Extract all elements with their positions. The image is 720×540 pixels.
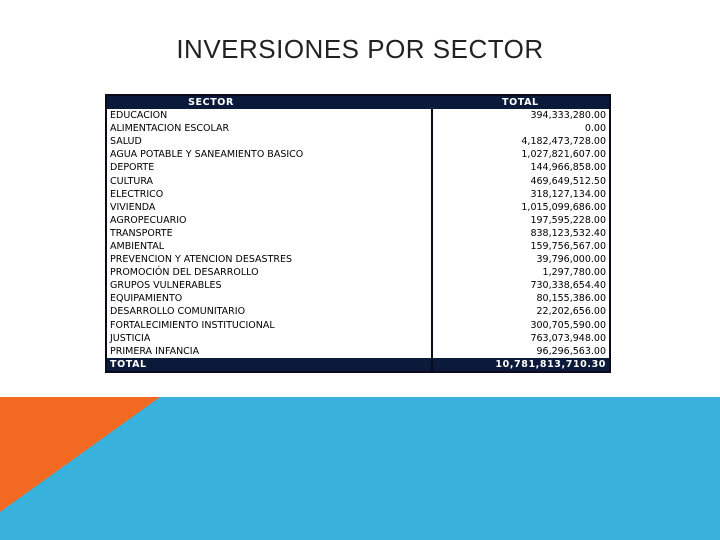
sector-total: 300,705,590.00 — [530, 319, 606, 331]
sector-total: 144,966,858.00 — [530, 162, 606, 174]
sector-total: 763,073,948.00 — [530, 332, 606, 344]
sector-name: FORTALECIMIENTO INSTITUCIONAL — [107, 319, 432, 332]
sector-name: DEPORTE — [107, 161, 432, 174]
sector-total: 159,756,567.00 — [530, 240, 606, 252]
sector-name: PRIMERA INFANCIA — [107, 345, 432, 358]
sector-name: JUSTICIA — [107, 332, 432, 345]
sector-total: 838,123,532.40 — [530, 227, 606, 239]
header-sector: SECTOR — [107, 96, 432, 109]
sector-name: SALUD — [107, 135, 432, 148]
sector-total: 394,333,280.00 — [530, 110, 606, 122]
sector-total: 4,182,473,728.00 — [521, 136, 606, 148]
sector-name: CULTURA — [107, 174, 432, 187]
sector-name: PREVENCION Y ATENCION DESASTRES — [107, 253, 432, 266]
sector-name: AMBIENTAL — [107, 240, 432, 253]
sector-name: EDUCACION — [107, 109, 432, 122]
header-total: TOTAL — [432, 96, 609, 109]
sector-name: EQUIPAMIENTO — [107, 292, 432, 305]
sector-total: 197,595,228.00 — [530, 214, 606, 226]
sector-total: 730,338,654.40 — [530, 280, 606, 292]
sector-name: ALIMENTACION ESCOLAR — [107, 122, 432, 135]
sector-name: GRUPOS VULNERABLES — [107, 279, 432, 292]
sector-name: DESARROLLO COMUNITARIO — [107, 305, 432, 318]
sector-total: 1,297,780.00 — [542, 267, 606, 279]
sector-total: 469,649,512.50 — [530, 175, 606, 187]
sector-total: 22,202,656.00 — [536, 306, 606, 318]
sector-total: 1,027,821,607.00 — [521, 149, 606, 161]
sector-name: VIVIENDA — [107, 201, 432, 214]
sector-name: PROMOCIÓN DEL DESARROLLO — [107, 266, 432, 279]
sector-total: 80,155,386.00 — [536, 293, 606, 305]
slide-title: INVERSIONES POR SECTOR — [176, 34, 544, 64]
sector-name: ELECTRICO — [107, 188, 432, 201]
sector-name: AGUA POTABLE Y SANEAMIENTO BASICO — [107, 148, 432, 161]
sector-total: 1,015,099,686.00 — [521, 201, 606, 213]
sector-total: 39,796,000.00 — [536, 254, 606, 266]
sector-total: 0.00 — [584, 123, 606, 135]
sector-name: TRANSPORTE — [107, 227, 432, 240]
total-label: TOTAL — [107, 358, 432, 371]
sector-total: 318,127,134.00 — [530, 188, 606, 200]
total-value: 10,781,813,710.30 — [432, 358, 609, 371]
sector-total: 96,296,563.00 — [536, 345, 606, 357]
sector-name: AGROPECUARIO — [107, 214, 432, 227]
